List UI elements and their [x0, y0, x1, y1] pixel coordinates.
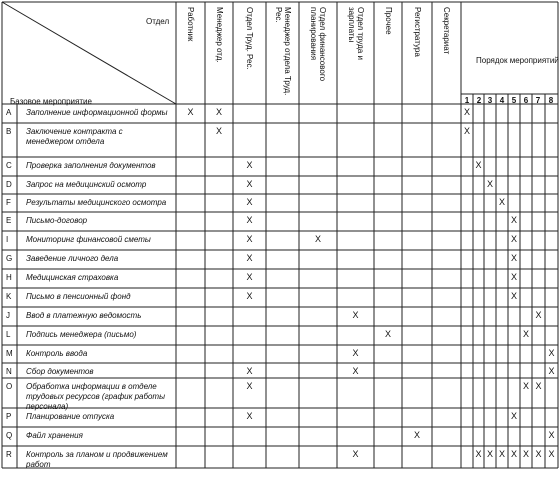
dept-header: Работник	[186, 7, 195, 42]
order-mark: X	[548, 348, 555, 358]
order-mark: X	[475, 449, 482, 459]
dept-header: Отдел финансового планирования	[309, 7, 327, 82]
dept-header: Отдел Труд. Рес.	[245, 7, 254, 70]
row-label: Контроль ввода	[26, 349, 88, 358]
dept-mark: X	[246, 381, 253, 391]
row-code: H	[6, 273, 12, 282]
dept-mark: X	[215, 107, 222, 117]
row-code: E	[6, 216, 12, 225]
dept-mark: X	[246, 291, 253, 301]
row-label: Медицинская страховка	[26, 273, 119, 282]
row-label: Мониторинг финансовой сметы	[26, 235, 151, 244]
order-mark: X	[510, 215, 517, 225]
row-label: Проверка заполнения документов	[26, 161, 156, 170]
dept-mark: X	[246, 179, 253, 189]
dept-mark: X	[413, 430, 420, 440]
order-mark: X	[548, 366, 555, 376]
order-mark: X	[522, 381, 529, 391]
order-number: 4	[499, 96, 505, 105]
row-code: K	[6, 292, 12, 301]
dept-mark: X	[215, 126, 222, 136]
order-number: 8	[548, 96, 554, 105]
order-mark: X	[510, 291, 517, 301]
row-code: M	[6, 349, 13, 358]
order-mark: X	[535, 449, 542, 459]
dept-mark: X	[246, 253, 253, 263]
row-label: Контроль за планом и продвижением работ	[26, 450, 168, 469]
row-label: Ввод в платежную ведомость	[26, 311, 142, 320]
order-mark: X	[498, 449, 505, 459]
row-code: B	[6, 127, 12, 136]
dept-header: Отдел труда и зарплаты	[346, 7, 365, 60]
row-label: Заведение личного дела	[26, 254, 119, 263]
dept-mark: X	[246, 197, 253, 207]
row-label: Сбор документов	[26, 367, 94, 376]
dept-mark: X	[384, 329, 391, 339]
dept-mark: X	[246, 234, 253, 244]
order-mark: X	[535, 310, 542, 320]
row-code: C	[6, 161, 12, 170]
row-label: Подпись менеджера (письмо)	[26, 330, 137, 339]
row-code: I	[6, 235, 9, 244]
row-label: Результаты медицинского осмотра	[26, 198, 167, 207]
row-code: J	[6, 311, 10, 320]
row-label: Обработка информации в отделе трудовых ресурсов (график работы персонала)	[26, 382, 165, 411]
order-number: 6	[523, 96, 529, 105]
dept-mark: X	[246, 272, 253, 282]
dept-mark: X	[246, 366, 253, 376]
row-code: R	[6, 450, 12, 459]
dept-mark: X	[246, 160, 253, 170]
dept-mark: X	[314, 234, 321, 244]
order-number: 5	[511, 96, 517, 105]
row-code: Q	[6, 431, 13, 440]
order-number: 2	[476, 96, 482, 105]
order-number: 1	[464, 96, 470, 105]
order-mark: X	[548, 430, 555, 440]
order-mark: X	[510, 253, 517, 263]
order-mark: X	[475, 160, 482, 170]
order-mark: X	[522, 329, 529, 339]
dept-header: Менеджер отдела Труд. Рес.	[273, 7, 292, 96]
dept-mark: X	[352, 310, 359, 320]
order-mark: X	[535, 381, 542, 391]
dept-header: Прочее	[383, 7, 393, 35]
row-label: Письмо-договор	[26, 216, 88, 225]
dept-mark: X	[352, 348, 359, 358]
row-code: A	[6, 108, 12, 117]
order-number: 3	[487, 96, 493, 105]
dept-axis-label: Отдел	[146, 17, 170, 26]
row-label: Запрос на медицинский осмотр	[26, 180, 147, 189]
row-label: Письмо в пенсионный фонд	[26, 292, 131, 301]
order-mark: X	[522, 449, 529, 459]
order-header: Порядок мероприятий	[476, 56, 559, 65]
order-mark: X	[510, 234, 517, 244]
row-code: O	[6, 382, 13, 391]
order-mark: X	[486, 179, 493, 189]
row-code: F	[6, 198, 11, 207]
row-code: D	[6, 180, 12, 189]
row-code: L	[6, 330, 11, 339]
order-mark: X	[486, 449, 493, 459]
dept-mark: X	[187, 107, 194, 117]
row-label: Заполнение информационной формы	[26, 108, 168, 117]
order-mark: X	[498, 197, 505, 207]
dept-mark: X	[246, 411, 253, 421]
order-mark: X	[463, 126, 470, 136]
order-mark: X	[463, 107, 470, 117]
dept-mark: X	[352, 449, 359, 459]
row-label: Планирование отпуска	[26, 412, 115, 421]
order-number: 7	[535, 96, 541, 105]
dept-header: Регистратура	[412, 7, 422, 57]
base-activity-axis-label: Базовое мероприятие	[10, 97, 92, 106]
row-label: Файл хранения	[26, 431, 83, 440]
row-code: P	[6, 412, 12, 421]
dept-header: Секретариат	[442, 7, 451, 55]
row-code: N	[6, 367, 12, 376]
dept-mark: X	[246, 215, 253, 225]
row-label: Заключение контракта с менеджером отдела	[26, 127, 123, 146]
dept-mark: X	[352, 366, 359, 376]
row-code: G	[6, 254, 13, 263]
order-mark: X	[510, 449, 517, 459]
order-mark: X	[510, 411, 517, 421]
dept-header: Менеджер отд.	[214, 7, 224, 63]
order-mark: X	[510, 272, 517, 282]
order-mark: X	[548, 449, 555, 459]
